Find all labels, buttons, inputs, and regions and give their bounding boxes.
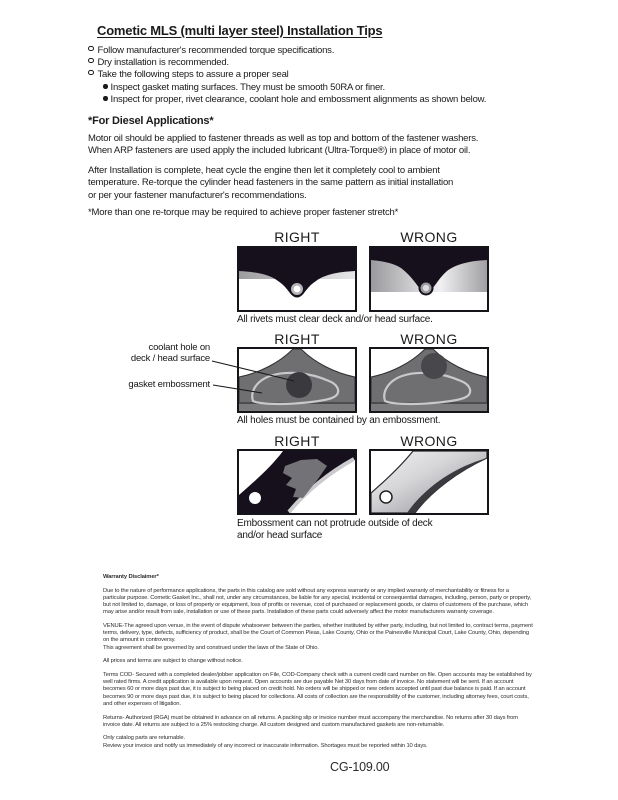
legal-paragraph: All prices and terms are subject to change without notice. bbox=[103, 658, 243, 665]
diagram2-wrong-label: WRONG bbox=[400, 331, 458, 347]
paragraph-line: or per your fastener manufacturer's recommendations. bbox=[88, 189, 307, 201]
legal-paragraph: Returns- Authorized (RGA) must be obtained in advance on all returns. A packing slip or invoice number must accompany the merchandise. No returns after 30 days from invoice date. All returns are subject to a 25% restocking charge. All custom designed and custom manufactured gaskets are non-returnable. bbox=[103, 714, 518, 728]
catalog-code: CG-109.00 bbox=[330, 760, 390, 774]
list-item bbox=[88, 45, 486, 57]
diesel-applications-heading: *For Diesel Applications* bbox=[88, 115, 214, 127]
gasket-embossment-label: gasket embossment bbox=[128, 379, 210, 390]
protrusion-wrong-diagram bbox=[369, 449, 489, 515]
protrusion-right-illustration bbox=[239, 451, 355, 513]
caption-line: Embossment can not protrude outside of deck bbox=[237, 518, 433, 529]
open-bullet-icon bbox=[88, 46, 94, 52]
diagram3-wrong-label: WRONG bbox=[400, 433, 458, 449]
diagram2-right-label: RIGHT bbox=[274, 331, 320, 347]
paragraph-line: *More than one re-torque may be required to achieve proper fastener stretch* bbox=[88, 207, 399, 218]
solid-bullet-icon bbox=[103, 84, 108, 89]
coolant-caption: All holes must be contained by an embossment. bbox=[237, 415, 441, 426]
solid-bullet-icon bbox=[103, 96, 108, 101]
paragraph-line: temperature. Re-torque the cylinder head fasteners in the same pattern as initial installation bbox=[88, 177, 454, 189]
tip-text: Dry installation is recommended. bbox=[97, 57, 229, 69]
coolant-right-diagram bbox=[237, 347, 357, 413]
protrusion-wrong-illustration bbox=[371, 451, 487, 513]
installation-tips-list bbox=[88, 45, 486, 106]
legal-paragraph: This agreement shall be governed by and construed under the laws of the State of Ohio. bbox=[103, 644, 319, 651]
rivet-right-diagram bbox=[237, 246, 357, 312]
diagram1-right-label: RIGHT bbox=[274, 229, 320, 245]
rivet-wrong-diagram bbox=[369, 246, 489, 312]
rivet-wrong-illustration bbox=[371, 248, 487, 310]
caption-line: and/or head surface bbox=[237, 529, 323, 541]
open-bullet-icon bbox=[88, 70, 94, 76]
diesel-paragraph-2 bbox=[88, 165, 453, 202]
protrusion-caption bbox=[237, 518, 432, 541]
legal-paragraph: Terms COD- Secured with a completed dealer/jobber application on File, COD-Company check with a current credit card number on file. Open accounts may be established by well rated firms. A credit application is available upon request. Open accounts are due payable Net 30 days from date of invoice. No statement will be sent. If an account becomes 60 or more days past due, it is subject to being placed on credit hold. No orders will be shipped or new orders accepted until past due balance is paid. If an account becomes 90 or more days past due, it is subject to being placed for collections. All costs of collection are the responsibility of the customer, including attorney fees, court costs, and other expenses of litigation. bbox=[103, 672, 532, 707]
diesel-paragraph-1 bbox=[88, 133, 478, 158]
diagram3-right-label: RIGHT bbox=[274, 433, 320, 449]
list-item bbox=[88, 69, 486, 81]
coolant-hole-label bbox=[90, 342, 210, 364]
protrusion-right-diagram bbox=[237, 449, 357, 515]
retorque-note bbox=[88, 207, 398, 219]
list-item bbox=[88, 57, 486, 69]
legal-paragraph: Only catalog parts are returnable. bbox=[103, 735, 185, 742]
coolant-right-illustration bbox=[239, 349, 355, 411]
legal-paragraph: Due to the nature of performance applications, the parts in this catalog are sold without any express warranty or any implied warranty of merchantability or fitness for a particular purpose. Cometic Gasket Inc., shall not, under any circumstances, be liable for any special, incidental or consequential damages, including, person, party or property, but not limited to, damage, or loss of property or equipment, loss of profits or revenue, cost of purchased or replacement goods, or claims of customers of the purchase, which may arise and/or result from sale, installation or use of these parts. Installation of these parts could adversely affect the motor manufacturers warranty coverage. bbox=[103, 587, 532, 616]
paragraph-line: Motor oil should be applied to fastener threads as well as top and bottom of the fastener washers. bbox=[88, 133, 479, 144]
warranty-disclaimer-heading: Warranty Disclaimer* bbox=[103, 574, 159, 580]
label-line: coolant hole on bbox=[148, 342, 210, 353]
tip-text: Take the following steps to assure a proper seal bbox=[97, 69, 289, 81]
tip-text: Follow manufacturer's recommended torque specifications. bbox=[97, 45, 335, 56]
paragraph-line: After Installation is complete, heat cycle the engine then let it completely cool to ambient bbox=[88, 165, 440, 176]
legal-paragraph: Review your invoice and notify us immediately of any incorrect or inaccurate information. Shortages must be reported within 10 days. bbox=[103, 742, 428, 749]
rivet-right-illustration bbox=[239, 248, 355, 310]
coolant-wrong-illustration bbox=[371, 349, 487, 411]
page-title: Cometic MLS (multi layer steel) Installation Tips bbox=[97, 23, 383, 38]
diagram1-wrong-label: WRONG bbox=[400, 229, 458, 245]
legal-fine-print bbox=[103, 574, 533, 756]
paragraph-line: When ARP fasteners are used apply the included lubricant (Ultra-Torque®) in place of motor oil. bbox=[88, 145, 471, 157]
tip-text: Inspect gasket mating surfaces. They must be smooth 50RA or finer. bbox=[110, 81, 385, 93]
tip-text: Inspect for proper, rivet clearance, coolant hole and embossment alignments as shown below. bbox=[110, 93, 487, 105]
list-item bbox=[88, 94, 486, 106]
rivet-caption: All rivets must clear deck and/or head surface. bbox=[237, 314, 433, 325]
open-bullet-icon bbox=[88, 58, 94, 64]
label-line: deck / head surface bbox=[130, 353, 210, 364]
list-item bbox=[88, 82, 486, 94]
legal-paragraph: VENUE-The agreed upon venue, in the event of dispute whatsoever between the parties, whether instituted by either party, including, but not limited to, contract terms, payment terms, delivery, type, defects, sufficiency of product, shall be the Court of Common Pleas, Lake County, Ohio or the Painesville Municipal Court, Lake County, Ohio, depending on the amount in controversy. bbox=[103, 623, 533, 644]
coolant-wrong-diagram bbox=[369, 347, 489, 413]
